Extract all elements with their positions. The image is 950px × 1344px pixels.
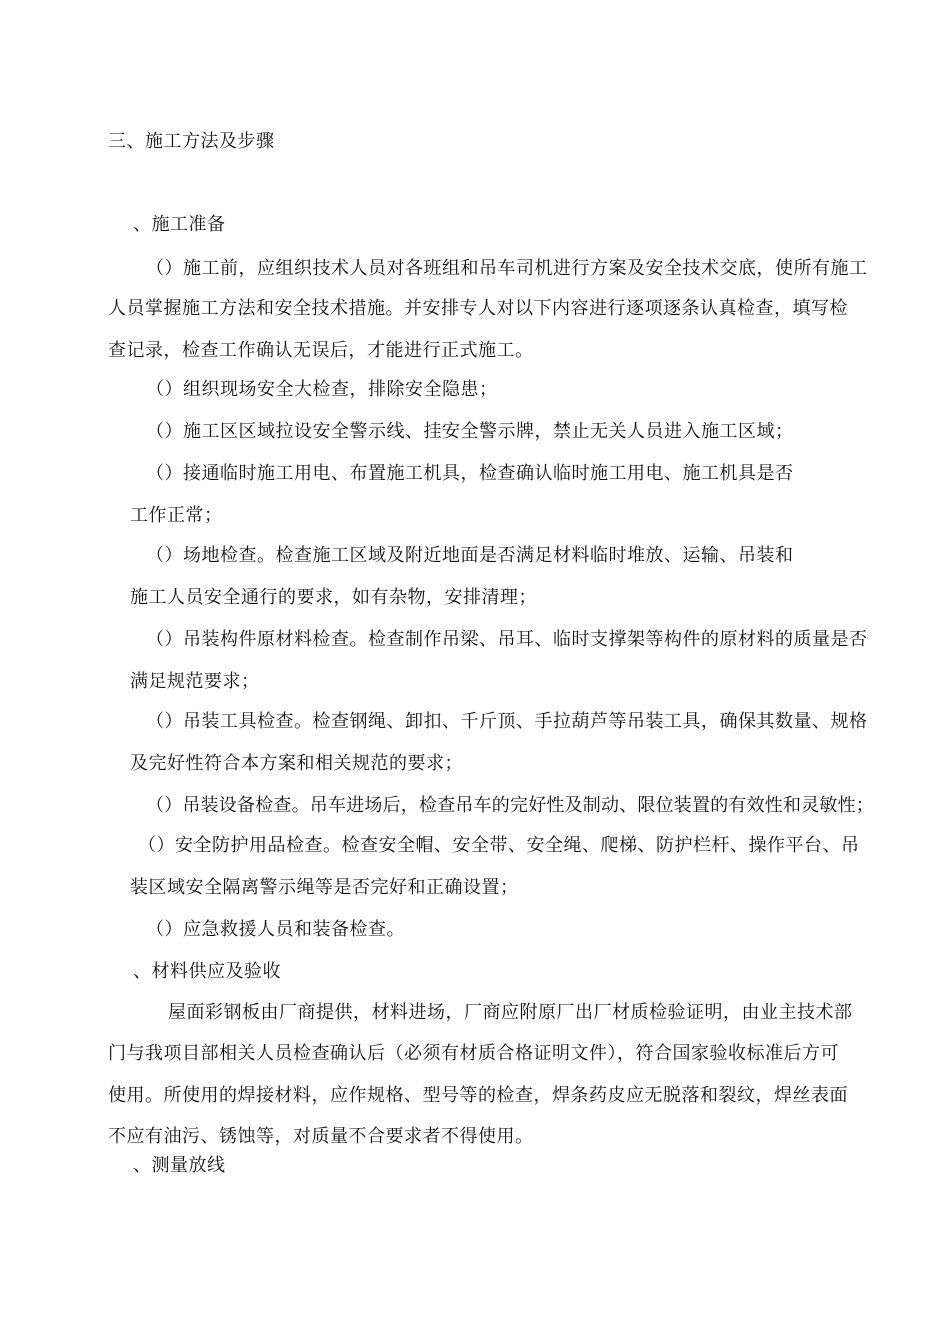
check-item-line: 及完好性符合本方案和相关规范的要求； <box>130 753 463 774</box>
check-item-line: （）施工区区域拉设安全警示线、挂安全警示牌，禁止无关人员进入施工区域； <box>146 421 794 442</box>
check-item-line: （）场地检查。检查施工区域及附近地面是否满足材料临时堆放、运输、吊装和 <box>146 545 794 566</box>
check-item-line: 满足规范要求； <box>130 671 260 692</box>
prep-intro-line: （）施工前，应组织技术人员对各班组和吊车司机进行方案及安全技术交底，使所有施工 <box>146 258 868 279</box>
subsection-heading-survey: 、测量放线 <box>133 1155 226 1176</box>
check-item-line: （）应急救援人员和装备检查。 <box>146 919 405 940</box>
materials-paragraph-line: 门与我项目部相关人员检查确认后（必须有材质合格证明文件），符合国家验收标准后方可 <box>108 1043 839 1064</box>
materials-paragraph-line: 使用。所使用的焊接材料，应作规格、型号等的检查，焊条药皮应无脱落和裂纹，焊丝表面 <box>108 1085 848 1106</box>
check-item-line: （）接通临时施工用电、布置施工机具，检查确认临时施工用电、施工机具是否 <box>146 463 794 484</box>
check-item-line: （）吊装设备检查。吊车进场后，检查吊车的完好性及制动、限位装置的有效性和灵敏性； <box>146 795 874 816</box>
check-item-line: （）吊装工具检查。检查钢绳、卸扣、千斤顶、手拉葫芦等吊装工具，确保其数量、规格 <box>146 711 868 732</box>
check-item-line: （）组织现场安全大检查，排除安全隐患； <box>146 379 498 400</box>
materials-paragraph-line: 屋面彩钢板由厂商提供，材料进场，厂商应附原厂出厂材质检验证明，由业主技术部 <box>168 1002 853 1023</box>
check-item-line: 施工人员安全通行的要求，如有杂物，安排清理； <box>130 587 537 608</box>
section-title: 三、施工方法及步骤 <box>108 131 275 152</box>
subsection-heading-preparation: 、施工准备 <box>133 214 226 235</box>
materials-paragraph-line: 不应有油污、锈蚀等，对质量不合要求者不得使用。 <box>108 1126 534 1147</box>
prep-intro-line: 查记录，检查工作确认无误后，才能进行正式施工。 <box>108 340 534 361</box>
check-item-line: 工作正常； <box>130 505 223 526</box>
check-item-line: （）安全防护用品检查。检查安全帽、安全带、安全绳、爬梯、防护栏杆、操作平台、吊 <box>138 835 860 856</box>
check-item-line: （）吊装构件原材料检查。检查制作吊梁、吊耳、临时支撑架等构件的原材料的质量是否 <box>146 629 868 650</box>
prep-intro-line: 人员掌握施工方法和安全技术措施。并安排专人对以下内容进行逐项逐条认真检查，填写检 <box>108 298 848 319</box>
subsection-heading-materials: 、材料供应及验收 <box>133 961 281 982</box>
check-item-line: 装区域安全隔离警示绳等是否完好和正确设置； <box>130 877 519 898</box>
